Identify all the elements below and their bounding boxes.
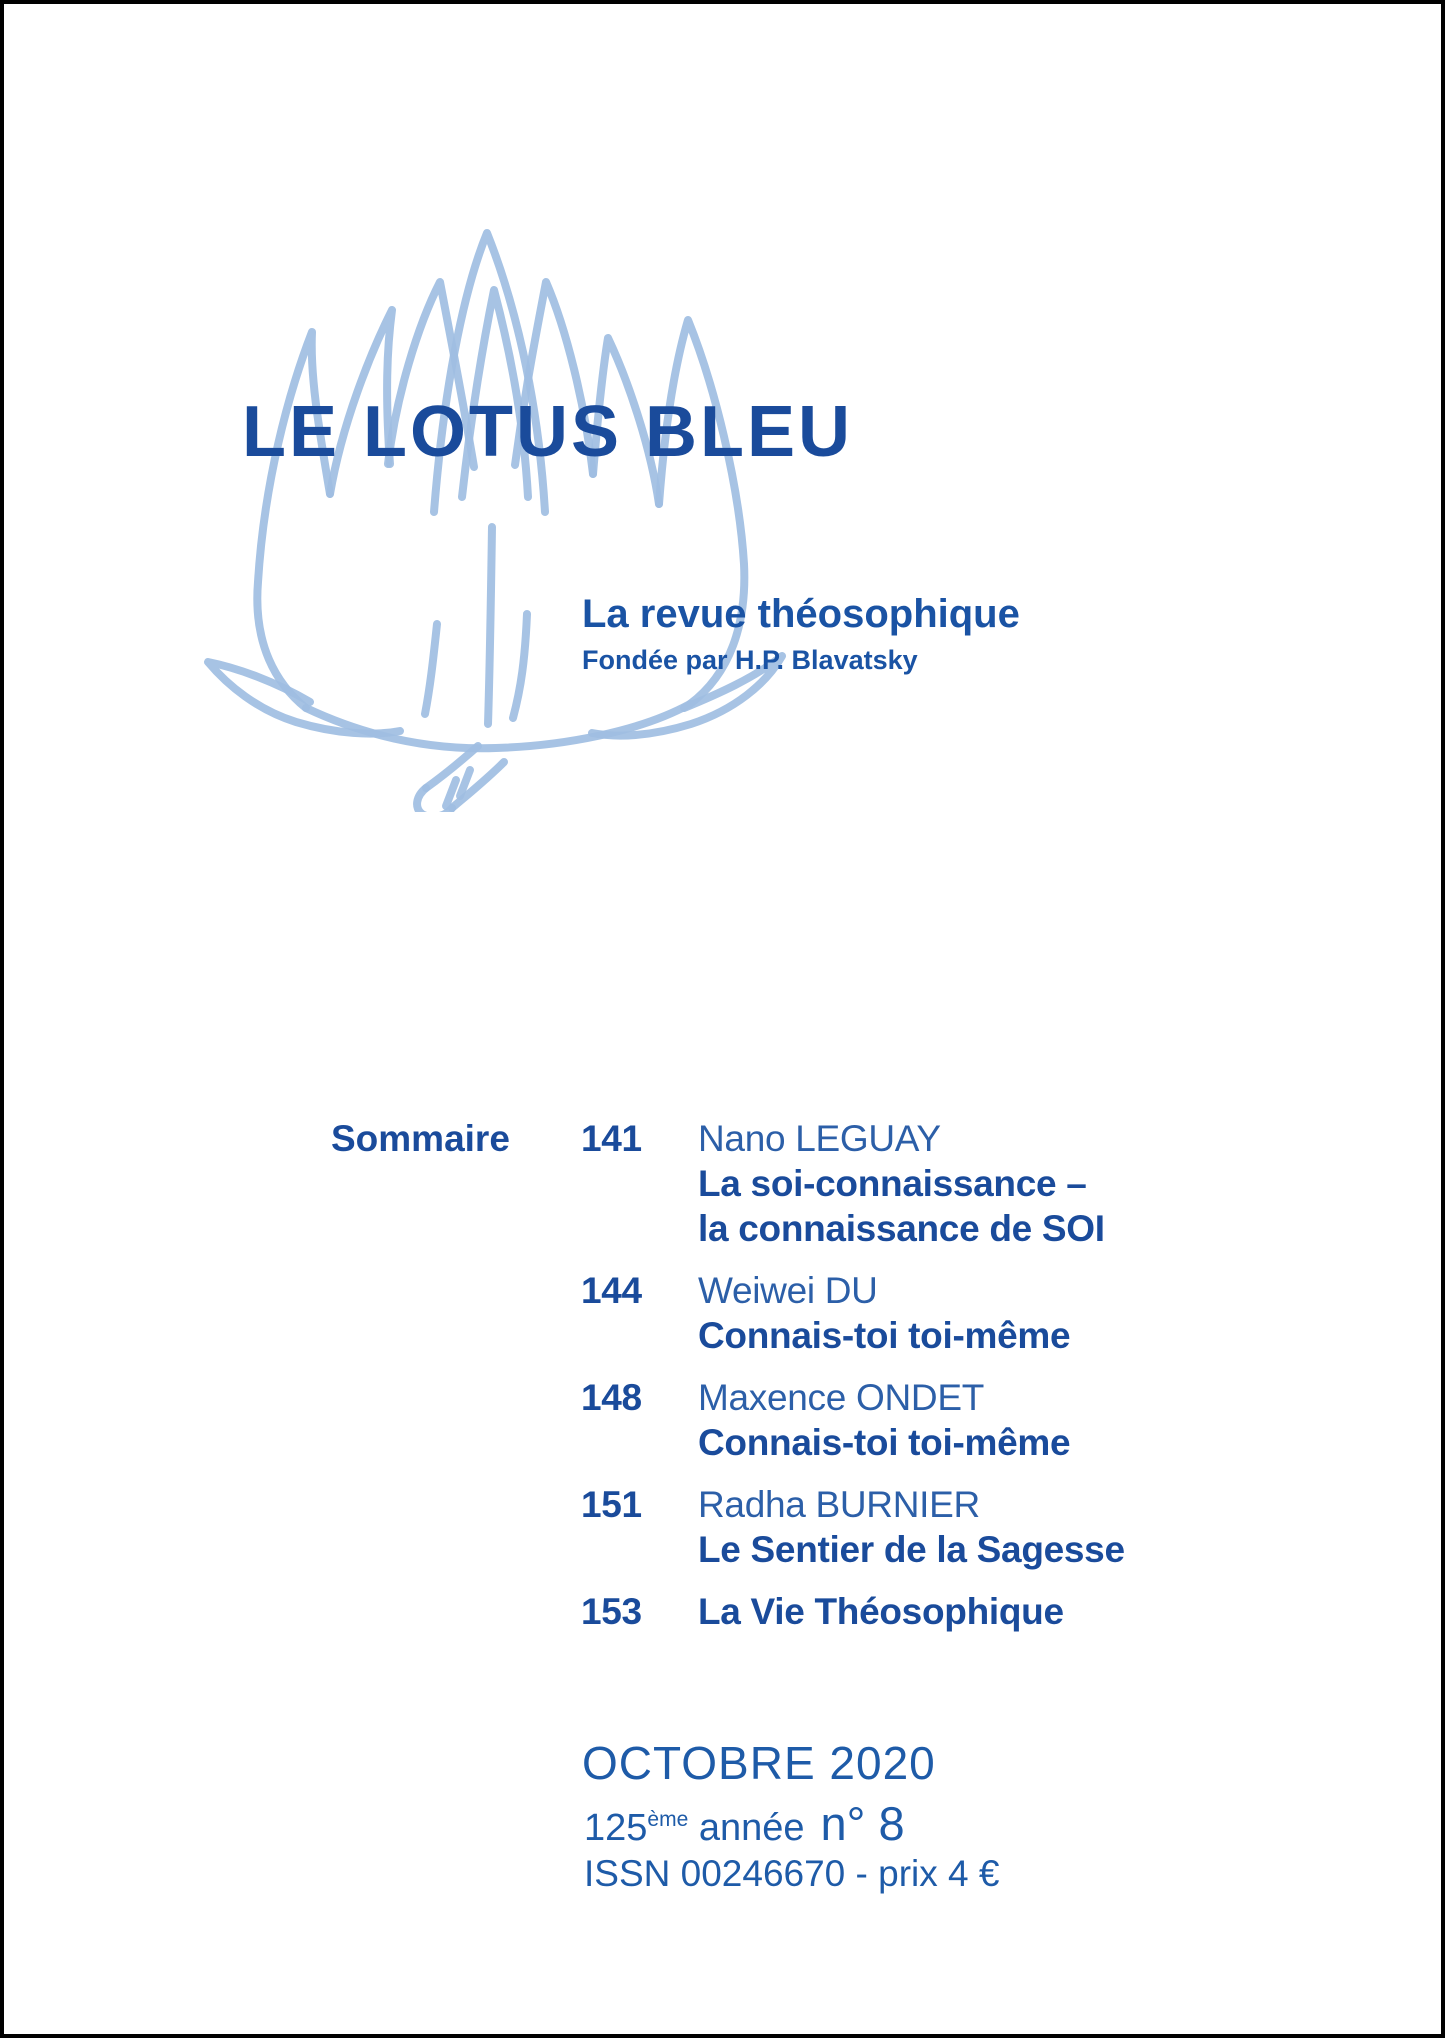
toc-entry bbox=[581, 1482, 1181, 1572]
lotus-icon bbox=[194, 162, 794, 812]
toc-title-line: Connais-toi toi-même bbox=[698, 1422, 1071, 1463]
magazine-subtitle: La revue théosophique bbox=[582, 592, 1020, 636]
toc-entry bbox=[581, 1589, 1181, 1634]
toc-heading: Sommaire bbox=[331, 1118, 510, 1159]
toc-author: Radha BURNIER bbox=[698, 1484, 980, 1525]
lotus-stem bbox=[417, 746, 504, 812]
issue-year-suffix: ème bbox=[647, 1808, 689, 1831]
issue-year-line bbox=[584, 1798, 905, 1850]
toc-entry bbox=[581, 1268, 1181, 1358]
toc-page-number: 153 bbox=[581, 1591, 642, 1632]
issue-number-value: 8 bbox=[878, 1797, 905, 1850]
toc-list bbox=[581, 1116, 1181, 1651]
issn-line: ISSN 00246670 - prix 4 € bbox=[584, 1853, 1000, 1894]
toc-entry bbox=[581, 1375, 1181, 1465]
toc-page-number: 151 bbox=[581, 1484, 642, 1525]
issue-number bbox=[821, 1797, 905, 1850]
toc-page-number: 141 bbox=[581, 1118, 642, 1159]
magazine-title: LE LOTUS BLEU bbox=[242, 392, 853, 472]
toc-author: Nano LEGUAY bbox=[698, 1118, 941, 1159]
issue-year-label: année bbox=[698, 1807, 805, 1849]
toc-entry bbox=[581, 1116, 1181, 1251]
toc-title-line: La soi-connaissance – bbox=[698, 1163, 1087, 1204]
toc-author: Weiwei DU bbox=[698, 1270, 878, 1311]
issue-number-label: n° bbox=[820, 1797, 866, 1850]
toc-author: Maxence ONDET bbox=[698, 1377, 985, 1418]
toc-title-line: Le Sentier de la Sagesse bbox=[698, 1529, 1125, 1570]
toc-title-line: Connais-toi toi-même bbox=[698, 1315, 1071, 1356]
masthead-subtitle-block bbox=[582, 592, 1020, 676]
toc-page-number: 148 bbox=[581, 1377, 642, 1418]
toc-title-line: la connaissance de SOI bbox=[698, 1208, 1105, 1249]
issue-year-number: 125 bbox=[584, 1807, 648, 1849]
issue-date: OCTOBRE 2020 bbox=[582, 1737, 936, 1789]
founder-line: Fondée par H.P. Blavatsky bbox=[582, 645, 918, 675]
toc-title-line: La Vie Théosophique bbox=[698, 1591, 1064, 1632]
toc-page-number: 144 bbox=[581, 1270, 642, 1311]
